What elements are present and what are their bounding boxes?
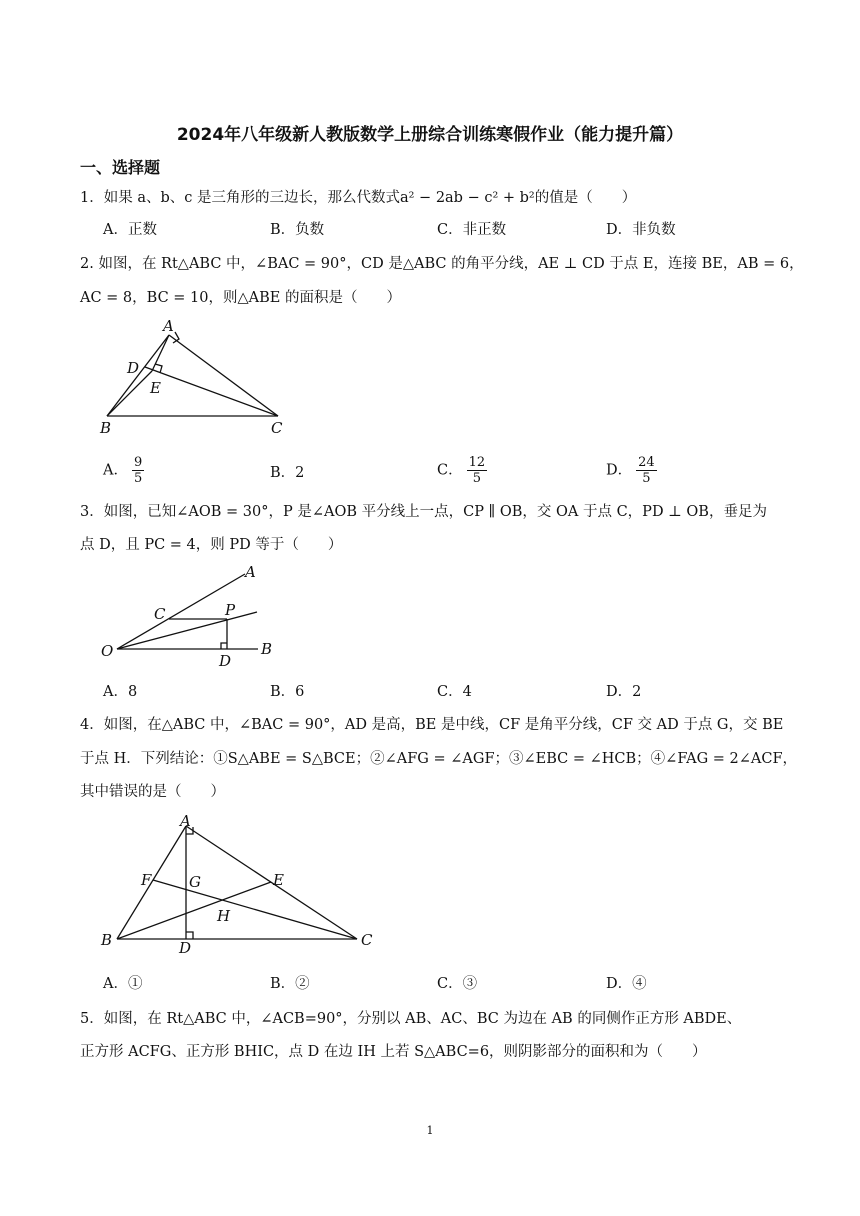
label-d: D (179, 939, 192, 957)
q1-option-a: A．正数 (103, 222, 157, 238)
q1-option-b: B．负数 (270, 222, 325, 238)
q2-option-c: C． $\frac{12}{5}$ (437, 455, 486, 486)
right-angle-mark-d (221, 643, 227, 649)
q2-figure (95, 315, 300, 440)
segment-ab (117, 826, 186, 939)
label-d: D (219, 652, 232, 670)
right-angle-mark-d (186, 932, 193, 939)
label-e: E (150, 379, 161, 397)
label-g: G (189, 873, 201, 891)
label-b: B (261, 640, 273, 658)
label-a: A (163, 317, 174, 335)
q1-text: 1．如果 a、b、c 是三角形的三边长，那么代数式a² − 2ab − c² + b²的值是（ ） (80, 190, 637, 206)
q1-option-d: D．非负数 (606, 222, 676, 238)
label-c: C (271, 419, 283, 437)
q3-option-a: A．8 (103, 684, 138, 700)
segment-be (107, 371, 152, 416)
q2-option-d: D． $\frac{24}{5}$ (606, 455, 655, 486)
q4-text-line2: 于点 H．下列结论：①S△ABE = S△BCE；②∠AFG = ∠AGF；③∠EBC = ∠HCB；④∠FAG = 2∠ACF， (80, 751, 798, 767)
label-h: H (217, 907, 231, 925)
q3-option-d: D．2 (606, 684, 642, 700)
q3-text-line2: 点 D，且 PC = 4，则 PD 等于（ ） (80, 537, 343, 553)
q4-option-b: B．② (270, 976, 310, 992)
q3-text-line1: 3．如图，已知∠AOB = 30°，P 是∠AOB 平分线上一点，CP ∥ OB，交 OA 于点 C，PD ⊥ OB，垂足为 (80, 504, 767, 520)
label-b: B (101, 931, 113, 949)
page-number: 1 (426, 1124, 434, 1137)
segment-ac (169, 335, 278, 416)
label-d: D (127, 359, 140, 377)
label-a: A (245, 563, 256, 581)
q2-option-b: B．2 (270, 465, 305, 481)
ray-op (117, 612, 257, 649)
q1-option-c: C．非正数 (437, 222, 507, 238)
document-title: 2024年八年级新人教版数学上册综合训练寒假作业（能力提升篇） (176, 125, 684, 145)
q3-figure (95, 558, 295, 673)
segment-ac (186, 826, 357, 939)
q4-figure (95, 808, 385, 958)
section-heading: 一、选择题 (80, 158, 161, 177)
label-c: C (361, 931, 373, 949)
q4-option-d: D．④ (606, 976, 647, 992)
q5-text-line1: 5．如图，在 Rt△ABC 中，∠ACB=90°，分别以 AB、AC、BC 为边在 AB 的同侧作正方形 ABDE、 (80, 1011, 742, 1027)
label-b: B (100, 419, 112, 437)
q4-option-c: C．③ (437, 976, 478, 992)
q5-text-line2: 正方形 ACFG、正方形 BHIC，点 D 在边 IH 上若 S△ABC=6，则阴影部分的面积和为（ ） (80, 1044, 707, 1060)
label-p: P (225, 601, 236, 619)
q3-option-b: B．6 (270, 684, 305, 700)
segment-cd (145, 367, 278, 416)
label-o: O (101, 642, 114, 660)
label-f: F (141, 871, 152, 889)
segment-cf (153, 880, 357, 939)
q2-text-line2: AC = 8，BC = 10，则△ABE 的面积是（ ） (80, 290, 401, 306)
label-c: C (154, 605, 166, 623)
label-a: A (180, 812, 191, 830)
q2-option-a: A． $\frac{9}{5}$ (103, 455, 143, 486)
q3-option-c: C．4 (437, 684, 472, 700)
label-e: E (273, 871, 284, 889)
q2-text-line1: 2. 如图，在 Rt△ABC 中，∠BAC = 90°，CD 是△ABC 的角平分线，AE ⊥ CD 于点 E，连接 BE，AB = 6， (80, 256, 804, 272)
q4-text-line1: 4．如图，在△ABC 中，∠BAC = 90°，AD 是高，BE 是中线，CF 是角平分线，CF 交 AD 于点 G，交 BE (80, 717, 784, 733)
q4-text-line3: 其中错误的是（ ） (80, 784, 225, 800)
q4-option-a: A．① (103, 976, 143, 992)
